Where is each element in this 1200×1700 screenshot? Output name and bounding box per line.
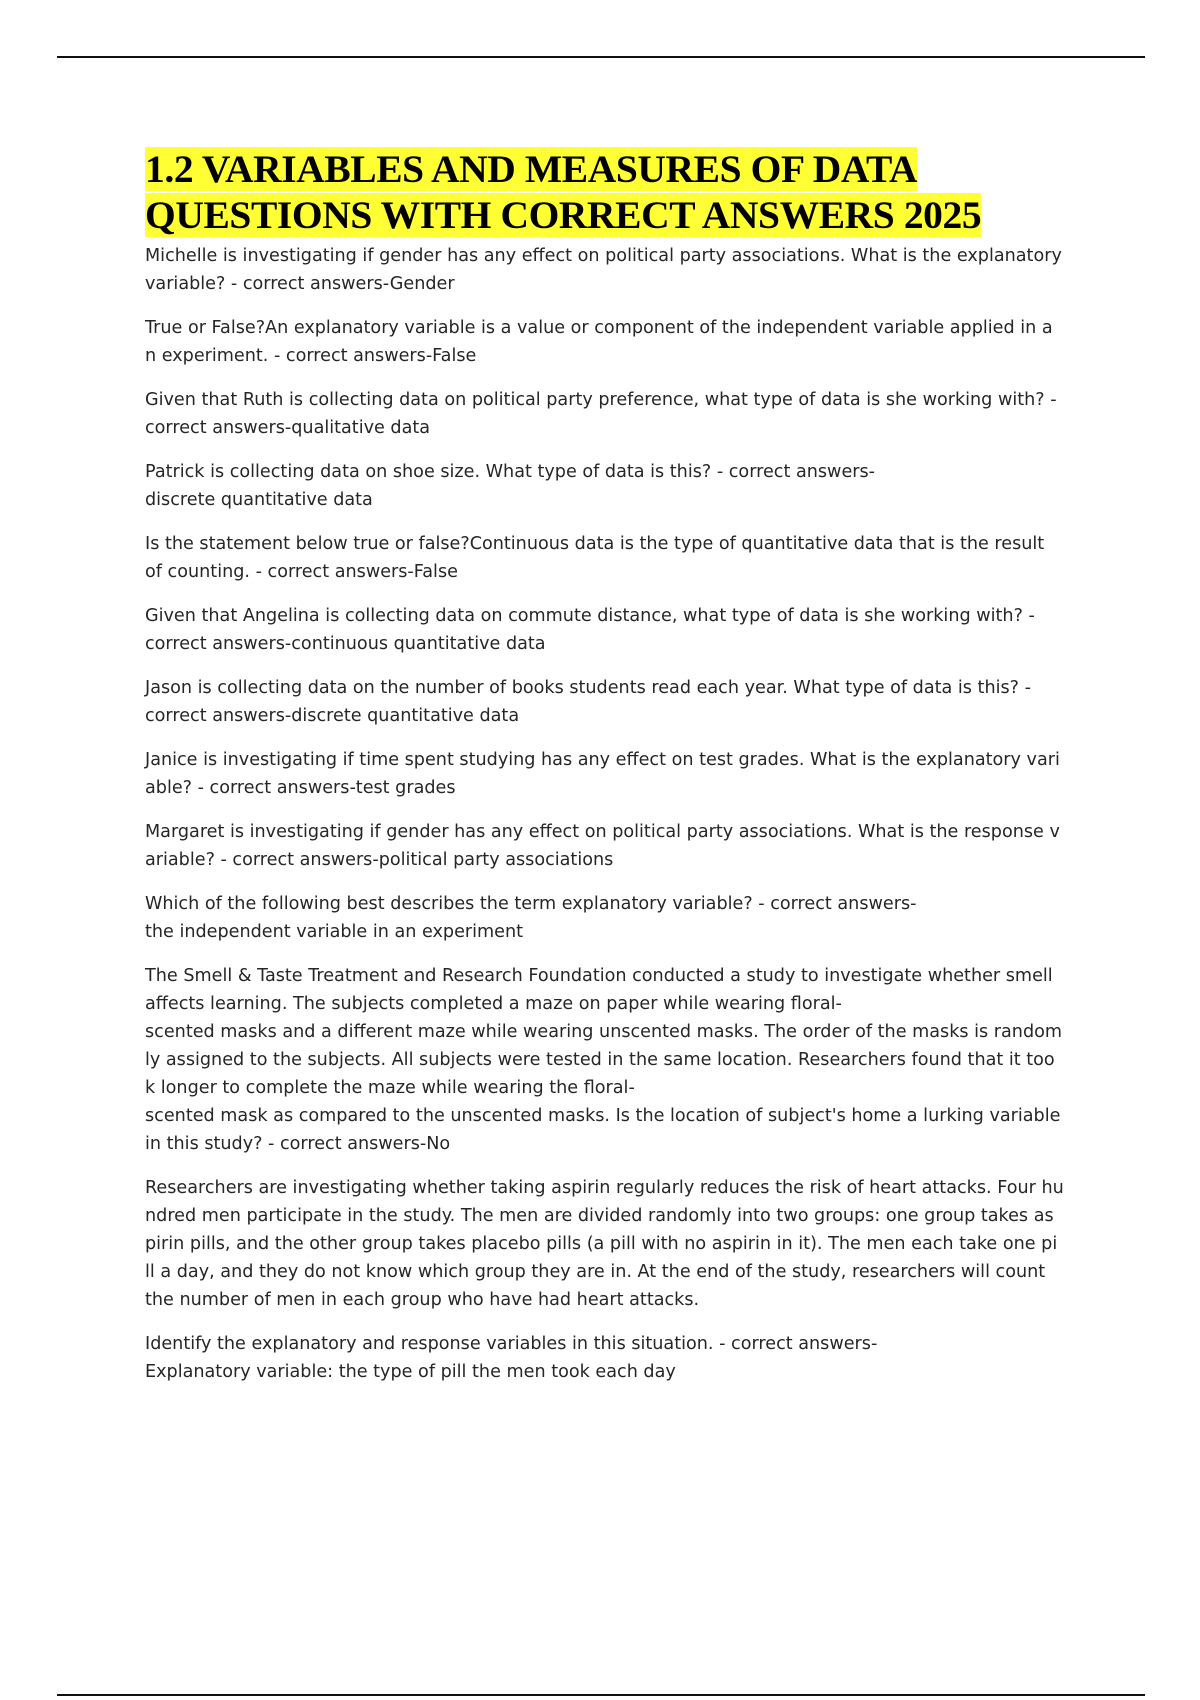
qa-item-13: Identify the explanatory and response variables in this situation. - correct answers- Explanatory variable: the type of pill the men took each day bbox=[145, 1334, 878, 1382]
document-title bbox=[145, 146, 1090, 238]
qa-item-11: The Smell & Taste Treatment and Research Foundation conducted a study to investigate whether smell affects learning. The subjects completed a maze on paper while wearing floral- scented masks and a different maze while wearing unscented masks. The order of the masks is random ly assigned to the subjects. All subjects were tested in the same location. Researchers found that it too k longer to complete the maze while wearing the floral- scented mask as compared to the unscented masks. Is the location of subject's home a lurking variable in this study? - correct answers-No bbox=[145, 966, 1063, 1154]
top-divider bbox=[57, 56, 1145, 58]
qa-item-5: Is the statement below true or false?Continuous data is the type of quantitative data that is the result of counting. - correct answers-False bbox=[145, 534, 1045, 582]
qa-item-9: Margaret is investigating if gender has any effect on political party associations. What is the response v ariable? - correct answers-political party associations bbox=[145, 822, 1060, 870]
qa-item-1: Michelle is investigating if gender has any effect on political party associations. What is the explanatory variable? - correct answers-Gender bbox=[145, 246, 1062, 294]
title-line-2: QUESTIONS WITH CORRECT ANSWERS 2025 bbox=[145, 193, 982, 237]
qa-item-7: Jason is collecting data on the number of books students read each year. What type of data is this? - correct answers-discrete quantitative data bbox=[145, 678, 1031, 726]
qa-item-2: True or False?An explanatory variable is a value or component of the independent variable applied in a n experiment. - correct answers-False bbox=[145, 318, 1053, 366]
qa-item-10: Which of the following best describes the term explanatory variable? - correct answers- the independent variable in an experiment bbox=[145, 894, 917, 942]
qa-item-8: Janice is investigating if time spent studying has any effect on test grades. What is the explanatory vari able? - correct answers-test grades bbox=[145, 750, 1060, 798]
qa-item-12: Researchers are investigating whether taking aspirin regularly reduces the risk of heart attacks. Four hu ndred men participate in the study. The men are divided randomly into two groups: one group takes as pirin pills, and the other group takes placebo pills (a pill with no aspirin in it). The men each take one pi ll a day, and they do not know which group they are in. At the end of the study, researchers will count the number of men in each group who have had heart attacks. bbox=[145, 1178, 1064, 1310]
qa-item-6: Given that Angelina is collecting data on commute distance, what type of data is she working with? - correct answers-continuous quantitative data bbox=[145, 606, 1035, 654]
bottom-divider bbox=[57, 1694, 1145, 1696]
qa-item-3: Given that Ruth is collecting data on political party preference, what type of data is she working with? - correct answers-qualitative data bbox=[145, 390, 1057, 438]
qa-item-4: Patrick is collecting data on shoe size. What type of data is this? - correct answers- discrete quantitative data bbox=[145, 462, 876, 510]
title-line-1: 1.2 VARIABLES AND MEASURES OF DATA bbox=[145, 147, 918, 191]
document-body bbox=[145, 146, 1090, 1386]
